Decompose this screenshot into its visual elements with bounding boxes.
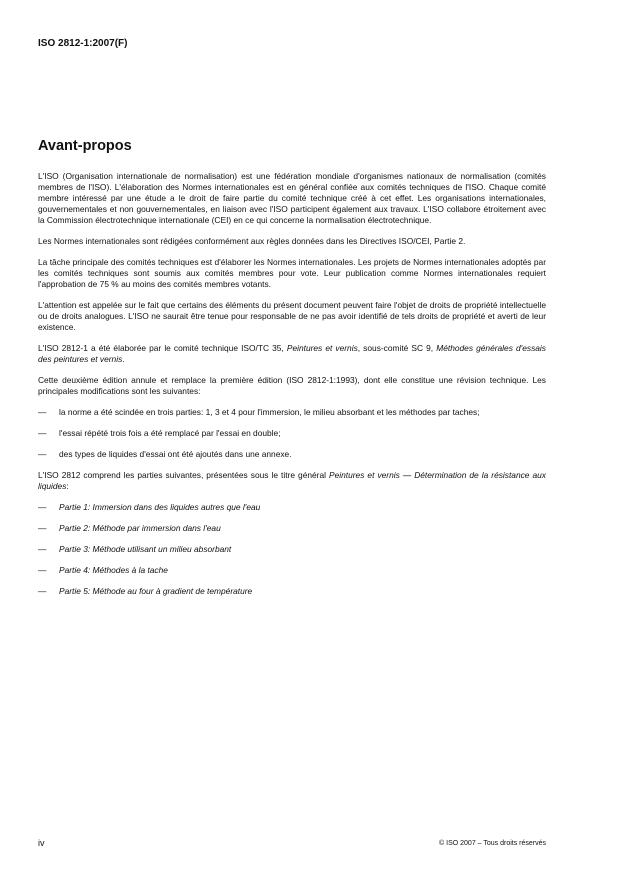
paragraph-patent-rights: L'attention est appelée sur le fait que certains des éléments du présent document peuvent faire l'objet de droits de propriété intellectuelle ou de droits analogues. L'ISO ne saurait être tenue pour responsable de ne pas avoir identifié de tels droits de propriété et averti de leur existence.	[38, 300, 546, 332]
paragraph-edition: Cette deuxième édition annule et remplace la première édition (ISO 2812-1:1993), dont elle constitue une révision technique. Les principales modifications sont les suivantes:	[38, 375, 546, 396]
page-number: iv	[38, 838, 45, 848]
paragraph-parts-intro: L'ISO 2812 comprend les parties suivantes, présentées sous le titre général Peintures et vernis — Détermination de la résistance aux liquides:	[38, 470, 546, 491]
dash-bullet: —	[38, 502, 47, 512]
paragraph-main-task: La tâche principale des comités techniques est d'élaborer les Normes internationales. Les projets de Normes internationales adoptés par les comités techniques sont soumis aux comités membres pour vote. Leur publication comme Normes internationales requiert l'approbation de 75 % au moins des comités membres votants.	[38, 257, 546, 289]
list-item: — Partie 1: Immersion dans des liquides autres que l'eau	[38, 502, 261, 512]
paragraph-prepared-by: L'ISO 2812-1 a été élaborée par le comité technique ISO/TC 35, Peintures et vernis, sous-comité SC 9, Méthodes générales d'essais des peintures et vernis.	[38, 343, 546, 364]
list-item: — la norme a été scindée en trois parties: 1, 3 et 4 pour l'immersion, le milieu absorbant et les méthodes par taches;	[38, 407, 480, 417]
list-item: — Partie 3: Méthode utilisant un milieu absorbant	[38, 544, 232, 554]
list-item: — Partie 5: Méthode au four à gradient de température	[38, 586, 253, 596]
dash-bullet: —	[38, 428, 47, 438]
dash-bullet: —	[38, 544, 47, 554]
dash-bullet: —	[38, 523, 47, 533]
copyright-notice: © ISO 2007 – Tous droits réservés	[439, 840, 546, 847]
document-id: ISO 2812-1:2007(F)	[38, 38, 128, 49]
dash-bullet: —	[38, 449, 47, 459]
list-item: — Partie 4: Méthodes à la tache	[38, 565, 168, 575]
list-item: — des types de liquides d'essai ont été ajoutés dans une annexe.	[38, 449, 292, 459]
foreword-body	[38, 171, 546, 597]
paragraph-directives: Les Normes internationales sont rédigées conformément aux règles données dans les Directives ISO/CEI, Partie 2.	[38, 236, 466, 246]
paragraph-iso-intro: L'ISO (Organisation internationale de normalisation) est une fédération mondiale d'organismes nationaux de normalisation (comités membres de l'ISO). L'élaboration des Normes internationales est en général confiée aux comités techniques de l'ISO. Chaque comité membre intéressé par une étude a le droit de faire partie du comité technique créé à cet effet. Les organisations internationales, gouvernementales et non gouvernementales, en liaison avec l'ISO participent également aux travaux. L'ISO collabore étroitement avec la Commission électrotechnique internationale (CEI) en ce qui concerne la normalisation électrotechnique.	[38, 171, 546, 225]
dash-bullet: —	[38, 407, 47, 417]
dash-bullet: —	[38, 565, 47, 575]
page-title: Avant-propos	[38, 138, 132, 154]
list-item: — Partie 2: Méthode par immersion dans l'eau	[38, 523, 221, 533]
list-item: — l'essai répété trois fois a été remplacé par l'essai en double;	[38, 428, 281, 438]
dash-bullet: —	[38, 586, 47, 596]
